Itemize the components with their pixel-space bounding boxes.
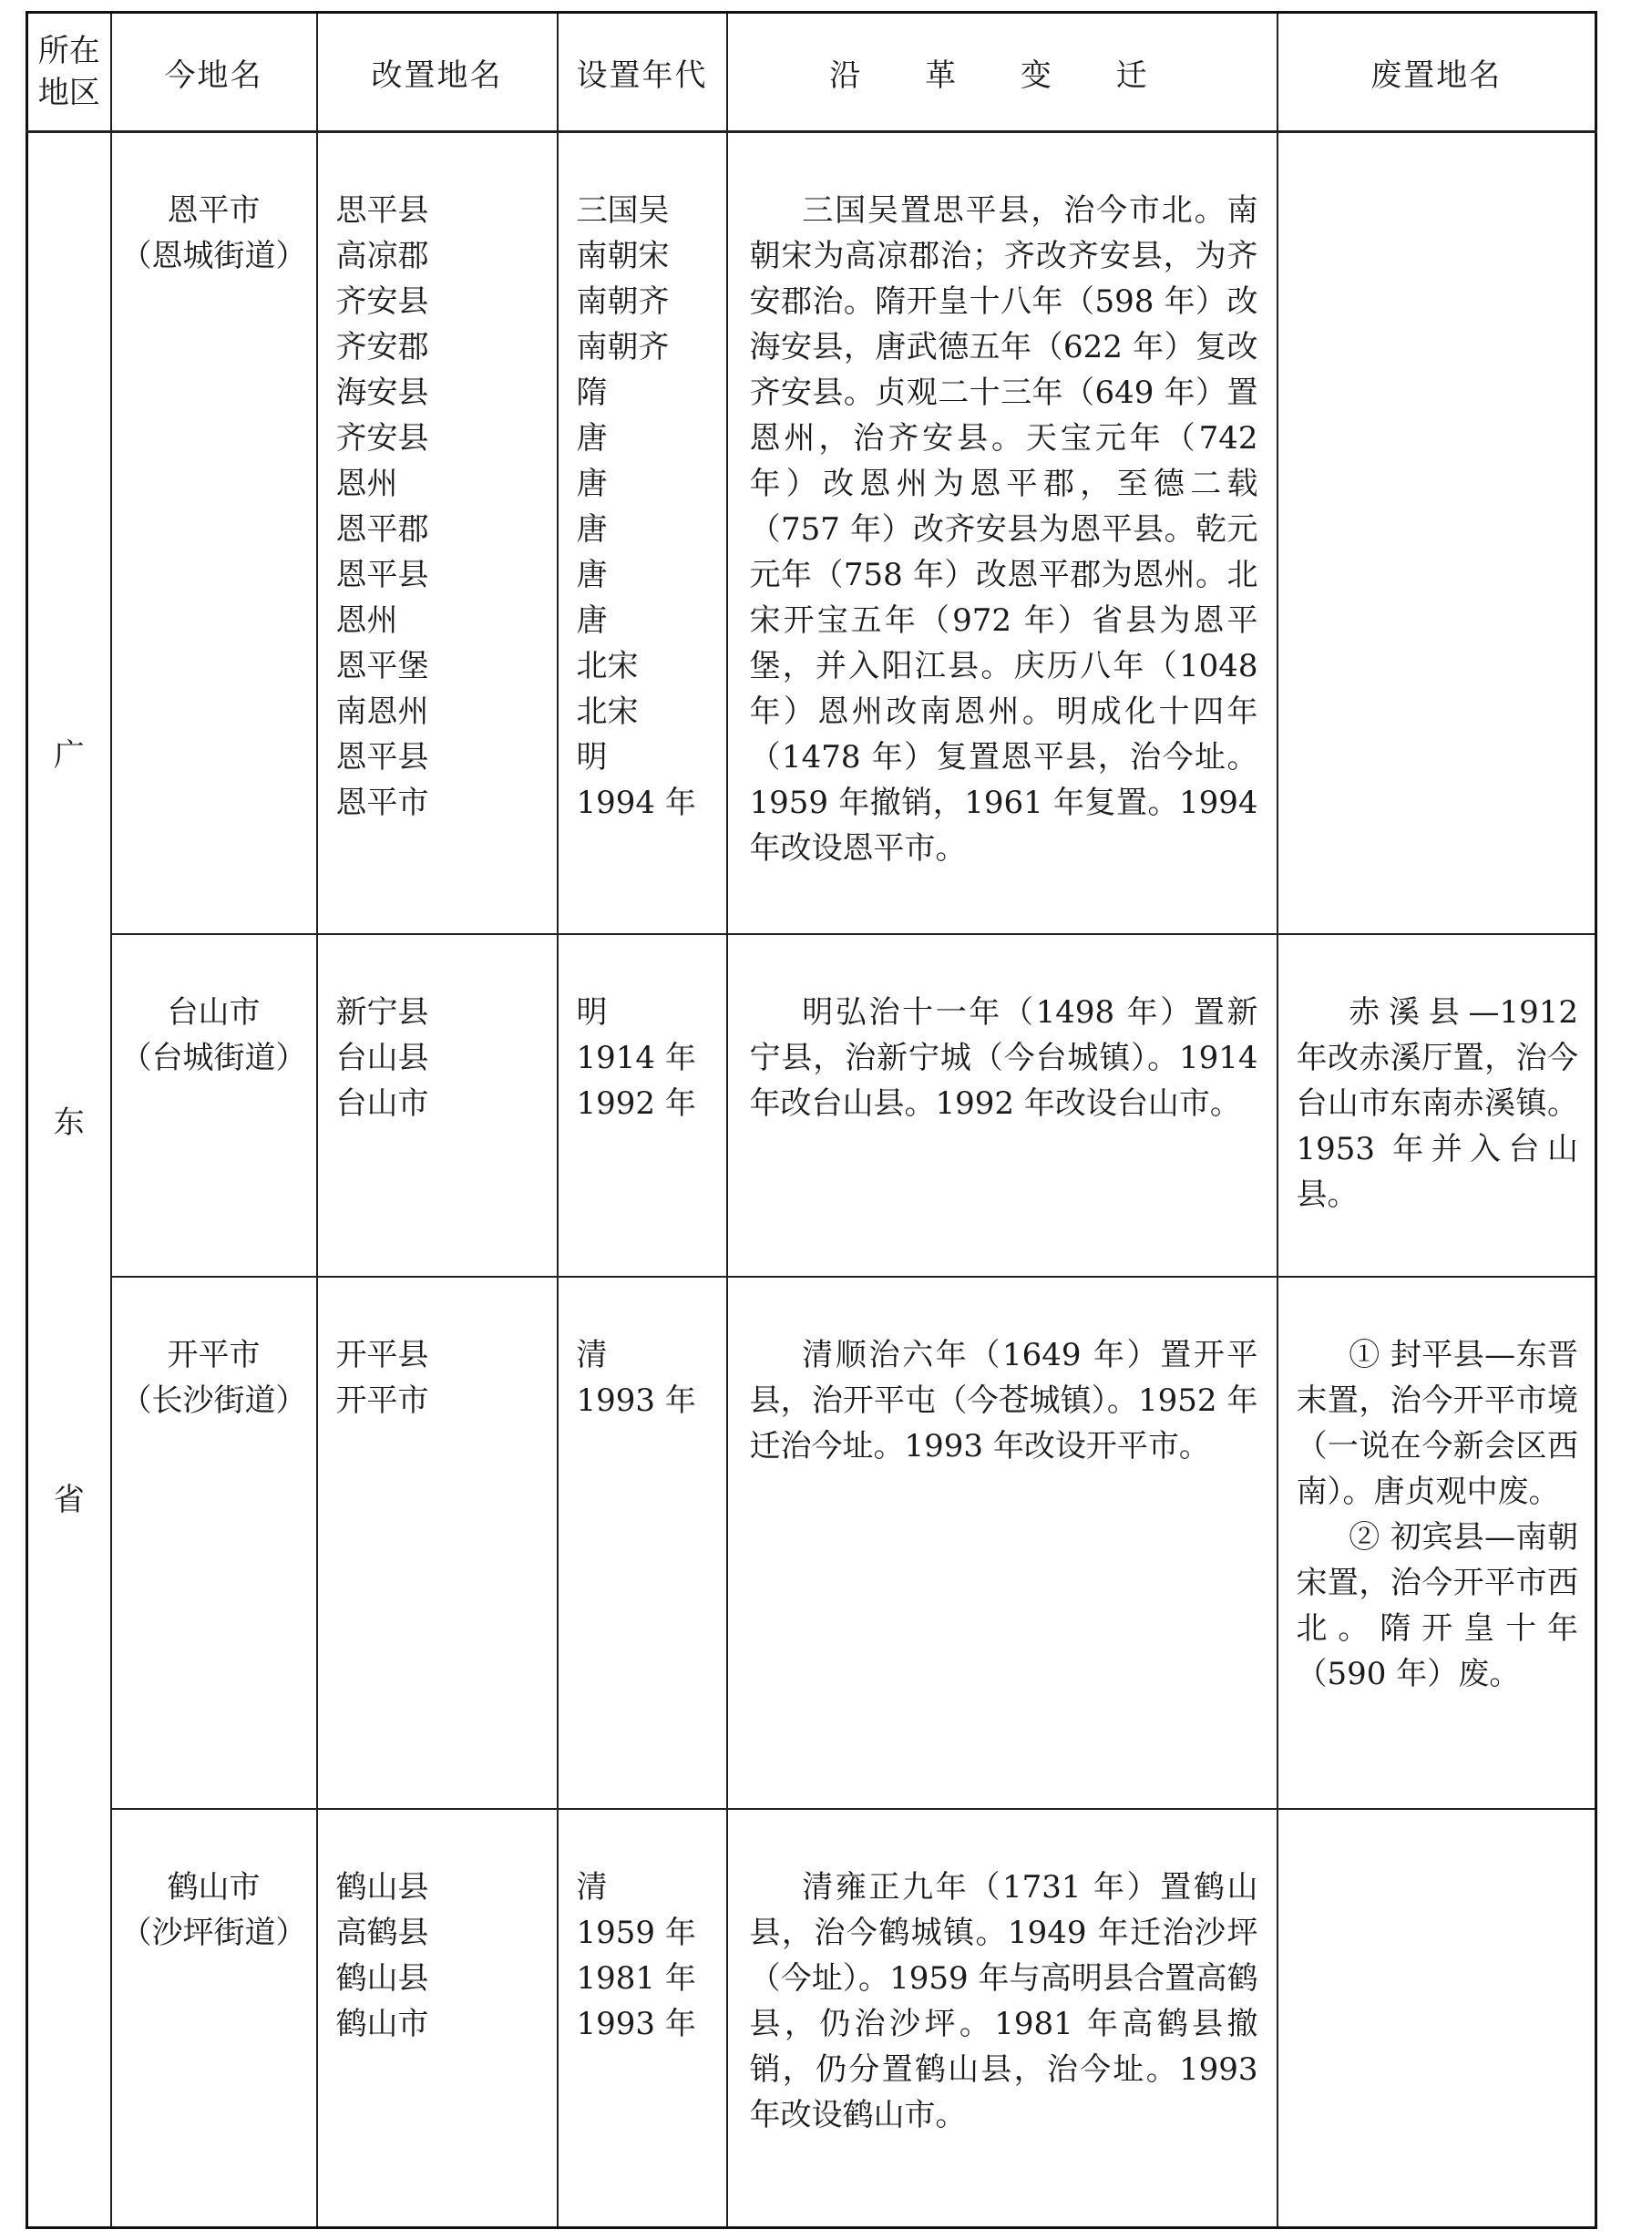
changed-name: 海安县 — [335, 375, 429, 411]
changed-name: 思平县 — [335, 192, 429, 229]
changed-name: 恩州 — [335, 466, 398, 502]
year: 清 — [576, 1336, 608, 1373]
year: 1993 年 — [576, 2005, 696, 2042]
header-history: 沿 革 变 迁 — [727, 13, 1277, 132]
table-row — [27, 132, 1596, 934]
year: 明 — [576, 739, 608, 776]
year: 北宋 — [576, 694, 639, 730]
abolished-cell — [1277, 132, 1596, 934]
changed-name: 南恩州 — [335, 694, 429, 730]
year: 明 — [576, 993, 608, 1031]
changed-name: 齐安县 — [335, 283, 429, 320]
year: 南朝齐 — [576, 329, 670, 365]
changed-names-cell — [317, 1277, 558, 1809]
header-region — [27, 13, 111, 132]
header-row — [27, 13, 1596, 132]
changed-name: 鹤山市 — [335, 2005, 429, 2042]
changed-name: 高鹤县 — [335, 1914, 429, 1951]
region-name — [28, 133, 110, 2226]
history-cell — [727, 934, 1277, 1277]
abolished-cell — [1277, 1277, 1596, 1809]
abolished-entry: ① 封平县—东晋末置，治今开平市境（一说在今新会区西南）。唐贞观中废。 — [1296, 1336, 1578, 1510]
year: 唐 — [576, 602, 608, 639]
table-row — [27, 934, 1596, 1277]
changed-name: 恩平堡 — [335, 648, 429, 684]
year: 唐 — [576, 511, 608, 548]
year: 清 — [576, 1868, 608, 1906]
year: 三国吴 — [576, 192, 670, 229]
abolished-entry: 赤溪县—1912 年改赤溪厅置，治今台山市东南赤溪镇。1953 年并入台山县。 — [1296, 993, 1578, 1213]
seat-name: （台城街道） — [120, 1039, 307, 1076]
changed-names-cell — [317, 132, 558, 934]
region-char: 广 — [53, 737, 85, 774]
seat-name: （长沙街道） — [120, 1382, 307, 1419]
table-row — [27, 1809, 1596, 2228]
current-name-cell — [111, 132, 317, 934]
changed-name: 恩州 — [335, 602, 398, 639]
gazetteer-table-page — [26, 11, 1595, 2224]
history-text: 明弘治十一年（1498 年）置新宁县，治新宁城（今台城镇）。1914 年改台山县。1992 年改设台山市。 — [749, 993, 1258, 1122]
year: 1914 年 — [576, 1039, 696, 1076]
history-text: 三国吴置思平县，治今市北。南朝宋为高凉郡治；齐改齐安县，为齐安郡治。隋开皇十八年（598 年）改海安县，唐武德五年（622 年）复改齐安县。贞观二十三年（649 年）置恩州，治齐安县。天宝元年（742 年）改恩州为恩平郡，至德二载（757 年）改齐安县为恩平县。乾元元年（758 年）改恩平郡为恩州。北宋开宝五年（972 年）省县为恩平堡，并入阳江县。庆历八年（1048 年）恩州改南恩州。明成化十四年（1478 年）复置恩平县，治今址。1959 年撤销，1961 年复置。1994 年改设恩平市。 — [749, 192, 1258, 867]
header-year: 设置年代 — [558, 13, 727, 132]
region-char: 省 — [53, 1482, 85, 1518]
changed-name: 开平市 — [335, 1382, 429, 1419]
years-cell — [558, 1277, 727, 1809]
region-cell — [27, 132, 111, 2228]
changed-name: 鹤山县 — [335, 1959, 429, 1997]
changed-name: 恩平县 — [335, 557, 429, 593]
changed-name: 台山市 — [335, 1084, 429, 1122]
seat-name: （恩城街道） — [120, 238, 307, 274]
current-name: 恩平市 — [167, 192, 261, 229]
year: 南朝宋 — [576, 238, 670, 274]
year: 1994 年 — [576, 785, 696, 821]
changed-name: 新宁县 — [335, 993, 429, 1031]
history-cell — [727, 1277, 1277, 1809]
changed-name: 恩平市 — [335, 785, 429, 821]
header-current-name: 今地名 — [111, 13, 317, 132]
years-cell — [558, 132, 727, 934]
table-row — [27, 1277, 1596, 1809]
place-name-table — [26, 11, 1597, 2229]
year: 南朝齐 — [576, 283, 670, 320]
current-name-cell — [111, 934, 317, 1277]
changed-name: 恩平郡 — [335, 511, 429, 548]
changed-name: 恩平县 — [335, 739, 429, 776]
seat-name: （沙坪街道） — [120, 1914, 307, 1951]
changed-name: 鹤山县 — [335, 1868, 429, 1906]
year: 1981 年 — [576, 1959, 696, 1997]
history-cell — [727, 132, 1277, 934]
abolished-cell — [1277, 1809, 1596, 2228]
current-name-cell — [111, 1277, 317, 1809]
region-char: 东 — [53, 1105, 85, 1141]
changed-names-cell — [317, 934, 558, 1277]
abolished-entry: ② 初宾县—南朝宋置，治今开平市西北。隋开皇十年（590 年）废。 — [1296, 1518, 1578, 1692]
year: 唐 — [576, 557, 608, 593]
changed-name: 齐安县 — [335, 420, 429, 457]
years-cell — [558, 934, 727, 1277]
year: 唐 — [576, 466, 608, 502]
year: 1992 年 — [576, 1084, 696, 1122]
changed-name: 高凉郡 — [335, 238, 429, 274]
current-name: 台山市 — [167, 993, 261, 1031]
changed-name: 台山县 — [335, 1039, 429, 1076]
header-region-text: 所在 地区 — [37, 33, 100, 111]
current-name: 开平市 — [167, 1336, 261, 1373]
changed-name: 开平县 — [335, 1336, 429, 1373]
header-abolished: 废置地名 — [1277, 13, 1596, 132]
current-name-cell — [111, 1809, 317, 2228]
history-text: 清顺治六年（1649 年）置开平县，治开平屯（今苍城镇）。1952 年迁治今址。1993 年改设开平市。 — [749, 1336, 1258, 1464]
changed-names-cell — [317, 1809, 558, 2228]
current-name: 鹤山市 — [167, 1868, 261, 1906]
year: 北宋 — [576, 648, 639, 684]
abolished-cell — [1277, 934, 1596, 1277]
year: 唐 — [576, 420, 608, 457]
history-cell — [727, 1809, 1277, 2228]
year: 1993 年 — [576, 1382, 696, 1419]
year: 隋 — [576, 375, 608, 411]
changed-name: 齐安郡 — [335, 329, 429, 365]
year: 1959 年 — [576, 1914, 696, 1951]
history-text: 清雍正九年（1731 年）置鹤山县，治今鹤城镇。1949 年迁治沙坪（今址）。1959 年与高明县合置高鹤县，仍治沙坪。1981 年高鹤县撤销，仍分置鹤山县，治今址。1993 年改设鹤山市。 — [749, 1868, 1258, 2133]
header-changed-name: 改置地名 — [317, 13, 558, 132]
years-cell — [558, 1809, 727, 2228]
